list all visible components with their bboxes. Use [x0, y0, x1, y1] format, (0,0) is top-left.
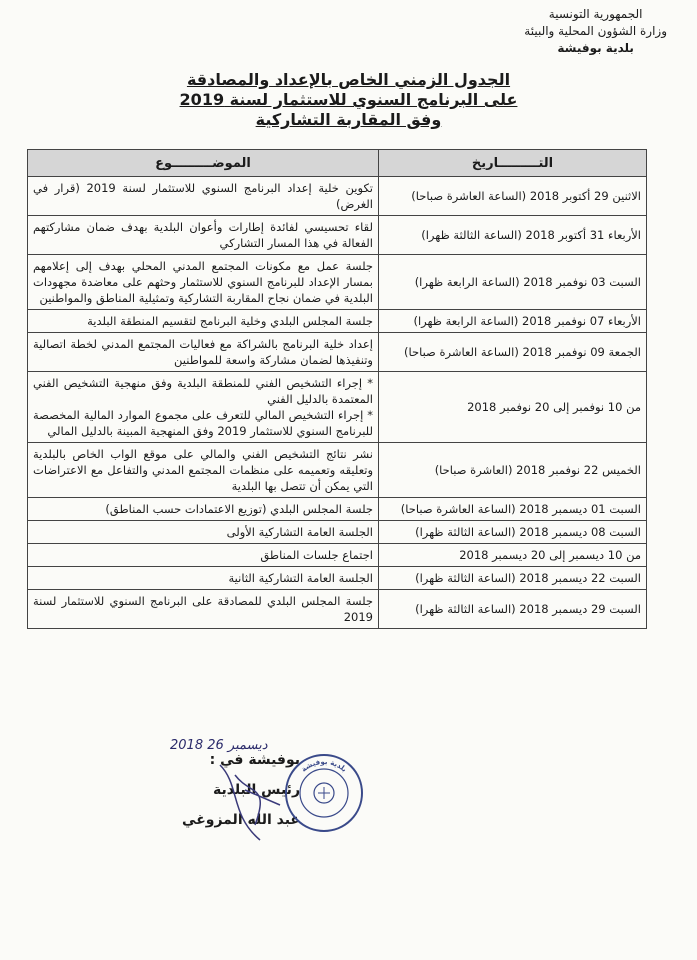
subject-line: * إجراء التشخيص الفني للمنطقة البلدية وفق منهجية التشخيص الفني المعتمدة بالدليل الفني: [33, 376, 373, 406]
row-subject-cell: [28, 498, 379, 521]
row-subject-cell: [28, 544, 379, 567]
table-row: [28, 544, 647, 567]
table-body: [28, 177, 647, 629]
row-date-cell: الاثنين 29 أكتوبر 2018 (الساعة العاشرة صباحا): [379, 177, 647, 216]
table-row: [28, 310, 647, 333]
header-country: الجمهورية التونسية: [548, 7, 643, 21]
subject-line: لقاء تحسيسي لفائدة إطارات وأعوان البلدية بهدف ضمان مشاركتهم الفعالة في هذا المسار التشاركي: [33, 220, 373, 250]
row-subject-cell: [28, 177, 379, 216]
subject-line: جلسة المجلس البلدي وخلية البرنامج لتقسيم المنطقة البلدية: [87, 314, 373, 328]
table-row: [28, 333, 647, 372]
row-subject-cell: [28, 372, 379, 443]
row-subject-cell: [28, 333, 379, 372]
title-line-3: وفق المقاربة التشاركية: [255, 110, 442, 129]
table-row: [28, 498, 647, 521]
row-date-cell: الخميس 22 نوفمبر 2018 (العاشرة صباحا): [379, 443, 647, 498]
table-row: [28, 443, 647, 498]
document-title: [0, 70, 697, 130]
row-subject-cell: [28, 310, 379, 333]
handwritten-signature: [200, 755, 290, 845]
row-date-cell: الأربعاء 07 نوفمبر 2018 (الساعة الرابعة ظهرا): [379, 310, 647, 333]
subject-line: الجلسة العامة التشاركية الثانية: [228, 571, 373, 585]
seal-text: بلدية بوفيشة: [299, 757, 349, 774]
signature-place: بوفيشة في :: [209, 752, 300, 768]
table-row: [28, 590, 647, 629]
row-date-cell: الجمعة 09 نوفمبر 2018 (الساعة العاشرة صباحا): [379, 333, 647, 372]
table-row: [28, 372, 647, 443]
row-date-cell: السبت 08 ديسمبر 2018 (الساعة الثالثة ظهرا): [379, 521, 647, 544]
table-row: [28, 216, 647, 255]
subject-line: تكوين خلية إعداد البرنامج السنوي للاستثمار لسنة 2019 (قرار في الغرض): [33, 181, 373, 211]
subject-line: جلسة المجلس البلدي (توزيع الاعتمادات حسب المناطق): [105, 502, 373, 516]
table-row: [28, 567, 647, 590]
column-header-date: التـــــــــاريخ: [379, 150, 647, 177]
signature-role: رئيس البلدية: [212, 782, 300, 798]
title-line-2: على البرنامج السنوي للاستثمار لسنة 2019: [179, 90, 518, 109]
row-date-cell: السبت 03 نوفمبر 2018 (الساعة الرابعة ظهرا): [379, 255, 647, 310]
subject-line: جلسة المجلس البلدي للمصادقة على البرنامج السنوي للاستثمار لسنة 2019: [33, 594, 373, 624]
row-subject-cell: [28, 443, 379, 498]
row-date-cell: السبت 29 ديسمبر 2018 (الساعة الثالثة ظهرا): [379, 590, 647, 629]
municipal-seal-icon: [283, 752, 365, 834]
svg-text:بلدية بوفيشة: [300, 758, 349, 774]
row-subject-cell: [28, 521, 379, 544]
table-header-row: [28, 150, 647, 177]
row-subject-cell: [28, 255, 379, 310]
table-row: [28, 521, 647, 544]
table-row: [28, 177, 647, 216]
row-date-cell: السبت 22 ديسمبر 2018 (الساعة الثالثة ظهرا): [379, 567, 647, 590]
row-subject-cell: [28, 216, 379, 255]
header-municipality: بلدية بوفيشة: [557, 41, 634, 55]
row-subject-cell: [28, 567, 379, 590]
row-date-cell: السبت 01 ديسمبر 2018 (الساعة العاشرة صباحا): [379, 498, 647, 521]
subject-line: نشر نتائج التشخيص الفني والمالي على موقع الواب الخاص بالبلدية وتعليقه وتعميمه على منظمات المجتمع المدني والتفاعل مع الاعتراضات التي يمكن أن تتصل بها البلدية: [33, 447, 373, 493]
table-row: [28, 255, 647, 310]
document-header: [524, 6, 667, 57]
subject-line: إعداد خلية البرنامج بالشراكة مع فعاليات المجتمع المدني لخطة اتصالية وتنفيذها لضمان مشاركة واسعة للمواطنين: [33, 337, 373, 367]
title-line-1: الجدول الزمني الخاص بالإعداد والمصادقة: [186, 70, 511, 89]
signature-name: عبد الله المزوغي: [182, 812, 300, 828]
subject-line: الجلسة العامة التشاركية الأولى: [226, 525, 373, 539]
subject-line: اجتماع جلسات المناطق: [260, 548, 373, 562]
column-header-subject: الموضـــــــــوع: [28, 150, 379, 177]
row-subject-cell: [28, 590, 379, 629]
subject-line: جلسة عمل مع مكونات المجتمع المدني المحلي بهدف إلى إعلامهم بمسار الإعداد للبرنامج السنوي للاستثمار وحثهم على معاضدة مجهودات البلدية في ضمان نجاح المقاربة التشاركية وتمثيلية المناطق والمواطنين: [33, 259, 373, 305]
row-date-cell: من 10 ديسمبر إلى 20 ديسمبر 2018: [379, 544, 647, 567]
subject-line: * إجراء التشخيص المالي للتعرف على مجموع الموارد المالية المخصصة للبرنامج السنوي للاستثمار 2019 وفق المنهجية المبينة بالدليل المالي: [33, 408, 373, 438]
row-date-cell: من 10 نوفمبر إلى 20 نوفمبر 2018: [379, 372, 647, 443]
date-stamp: 2018 ديسمبر 26: [170, 738, 268, 753]
row-date-cell: الأربعاء 31 أكتوبر 2018 (الساعة الثالثة ظهرا): [379, 216, 647, 255]
header-ministry: وزارة الشؤون المحلية والبيئة: [524, 24, 667, 38]
schedule-table: [27, 149, 647, 629]
